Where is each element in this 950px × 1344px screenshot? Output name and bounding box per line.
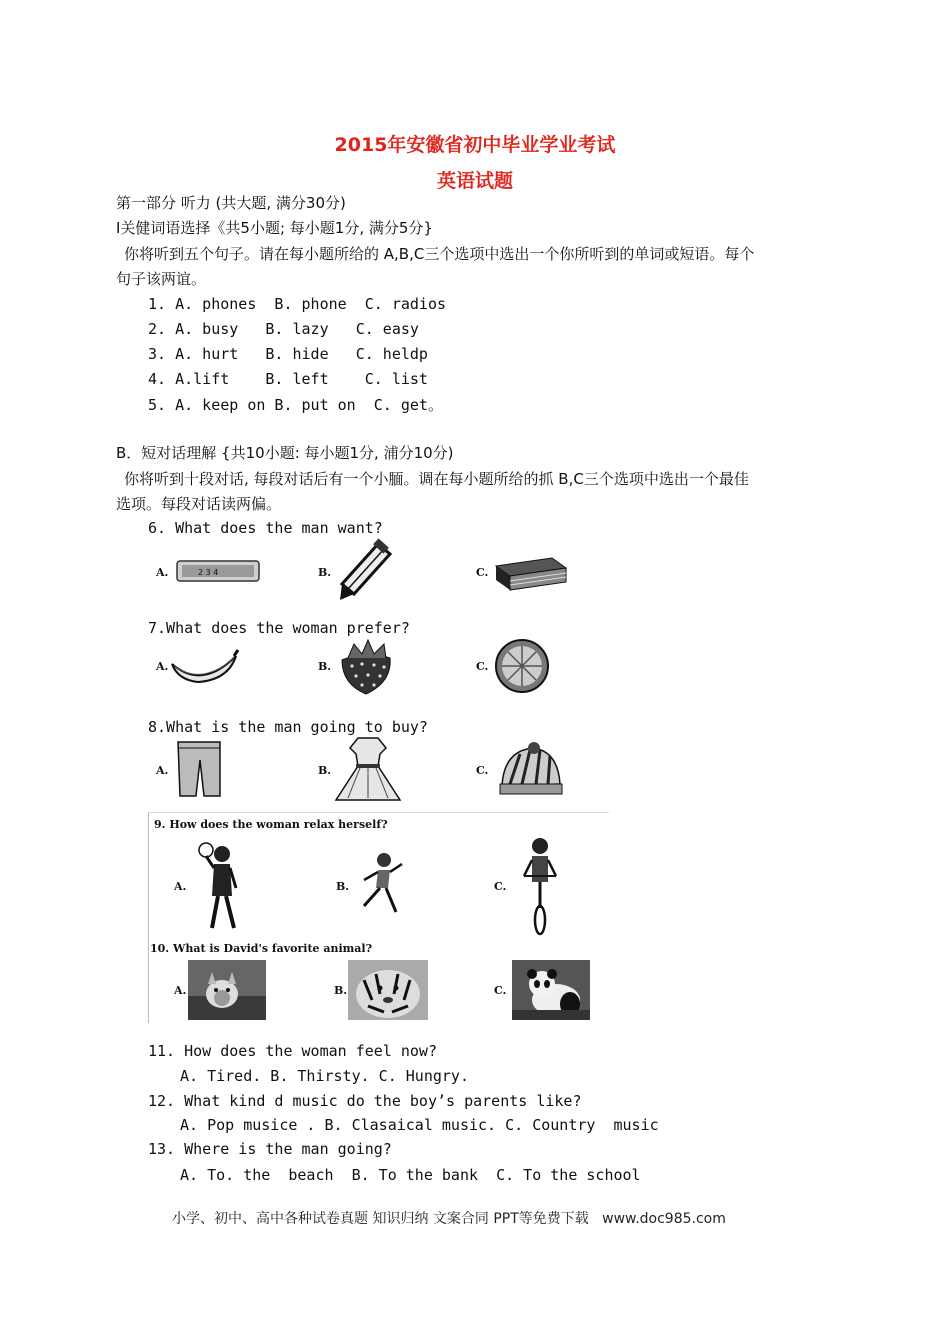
question-2: 2. A. busy B. lazy C. easy xyxy=(148,320,419,338)
question-3: 3. A. hurt B. hide C. heldp xyxy=(148,345,428,363)
question-9: 9. How does the woman relax herself? xyxy=(154,818,388,831)
question-11: 11. How does the woman feel now? xyxy=(148,1042,437,1060)
part1-heading: 第一部分 听力 (共大题, 满分30分) xyxy=(116,194,346,212)
question-7: 7.What does the woman prefer? xyxy=(148,619,410,637)
q6-option-b-label: B. xyxy=(318,566,332,579)
exam-title: 2015年安徽省初中毕业学业考试 xyxy=(334,134,616,156)
tiger-photo xyxy=(348,960,428,1020)
strawberry-image xyxy=(334,636,396,696)
question-11-options: A. Tired. B. Thirsty. C. Hungry. xyxy=(180,1067,469,1085)
panda-photo xyxy=(512,960,590,1020)
exam-subtitle: 英语试题 xyxy=(436,170,513,192)
footer-text: 小学、初中、高中各种试卷真题 知识归纳 文案合同 PPT等免费下载 www.doc985.com xyxy=(172,1211,726,1227)
q9-option-c-label: C. xyxy=(494,880,507,893)
q9-option-b-label: B. xyxy=(336,880,350,893)
question-6: 6. What does the man want? xyxy=(148,519,383,537)
q9-option-a-label: A. xyxy=(174,880,187,893)
q10-option-b-label: B. xyxy=(334,984,348,997)
banana-image xyxy=(168,646,240,688)
section2-instruction-cont: 选项。每段对话读两偏。 xyxy=(116,495,282,513)
q7-option-c-label: C. xyxy=(476,660,489,673)
question-1: 1. A. phones B. phone C. radios xyxy=(148,295,447,313)
ruler-numbers: 2 3 4 xyxy=(198,568,219,577)
jeans-image xyxy=(174,740,224,798)
q8-option-a-label: A. xyxy=(156,764,169,777)
q8-option-c-label: C. xyxy=(476,764,489,777)
section1-heading: I关健词语选择《共5小题; 每小题1分, 满分5分} xyxy=(116,219,433,237)
ruler-image xyxy=(176,558,260,584)
dog-photo xyxy=(188,960,266,1020)
volleyball-girl-image xyxy=(192,840,248,934)
q8-option-b-label: B. xyxy=(318,764,332,777)
q6-option-c-label: C. xyxy=(476,566,489,579)
question-12-options: A. Pop musice . B. Clasaical music. C. Country music xyxy=(180,1116,659,1134)
q7-option-b-label: B. xyxy=(318,660,332,673)
q6-option-a-label: A. xyxy=(156,566,169,579)
cycling-girl-image xyxy=(516,836,562,936)
question-13: 13. Where is the man going? xyxy=(148,1140,392,1158)
books-image xyxy=(492,552,568,592)
question-4: 4. A.lift B. left C. list xyxy=(148,370,428,388)
hat-image xyxy=(494,740,564,798)
running-girl-image xyxy=(350,850,410,916)
pencil-image xyxy=(338,542,394,604)
question-13-options: A. To. the beach B. To the bank C. To the school xyxy=(180,1166,641,1184)
orange-image xyxy=(494,638,550,694)
question-5: 5. A. keep on B. put on C. get。 xyxy=(148,396,443,414)
q10-option-c-label: C. xyxy=(494,984,507,997)
q10-option-a-label: A. xyxy=(174,984,187,997)
question-10: 10. What is David's favorite animal? xyxy=(150,942,373,955)
question-8: 8.What is the man going to buy? xyxy=(148,718,428,736)
q7-option-a-label: A. xyxy=(156,660,169,673)
section1-instruction: 你将听到五个句子。请在每小题所给的 A,B,C三个选项中选出一个你所听到的单词或短语。每个 xyxy=(124,245,755,263)
section1-instruction-cont: 句子该两谊。 xyxy=(116,270,207,288)
question-12: 12. What kind d music do the boy’s parents like? xyxy=(148,1092,582,1110)
section2-instruction: 你将听到十段对话, 每段对话后有一个小腼。调在每小题所给的抓 B,C三个选项中选出一个最佳 xyxy=(124,470,749,488)
dress-image xyxy=(330,736,406,812)
section2-heading: B．短对话理解 {共10小题: 每小题1分, 浦分10分) xyxy=(116,444,454,462)
